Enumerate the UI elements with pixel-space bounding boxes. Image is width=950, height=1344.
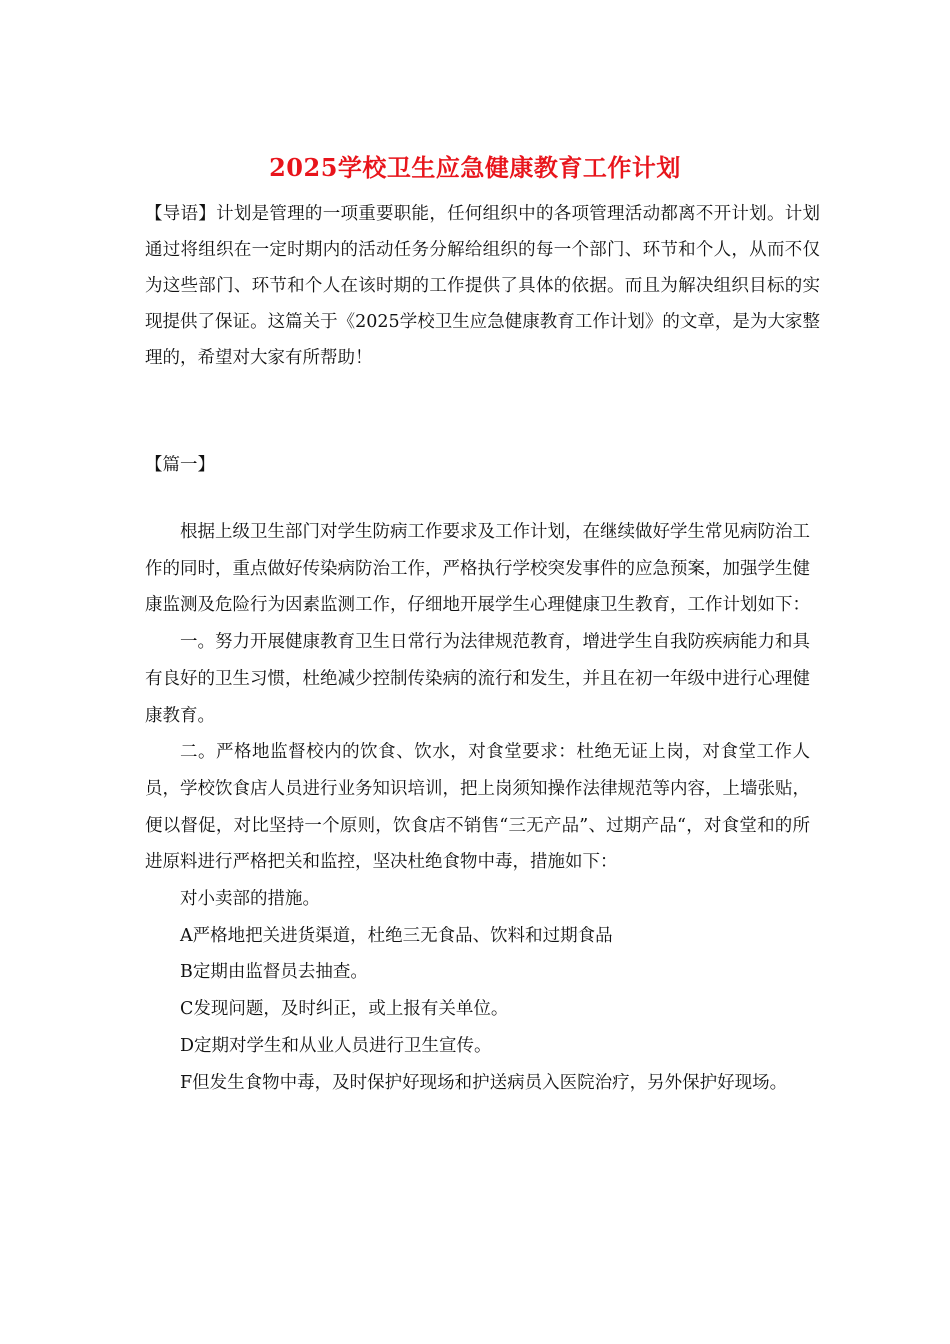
list-item: A严格地把关进货渠道，杜绝三无食品、饮料和过期食品 bbox=[180, 925, 613, 946]
section-label: 【篇一】 bbox=[145, 455, 215, 475]
body-paragraph: 二。严格地监督校内的饮食、饮水，对食堂要求：杜绝无证上岗，对食堂工作人员，学校饮食店人员进行业务知识培训，把上岗须知操作法律规范等内容，上墙张贴，便以督促，对比坚持一个原则，饮食店不销售“三无产品”、过期产品“，对食堂和的所进原料进行严格把关和监控，坚决杜绝食物中毒，措施如下： bbox=[145, 742, 810, 873]
document-title: 2025学校卫生应急健康教育工作计划 bbox=[269, 153, 681, 182]
intro-paragraph: 【导语】计划是管理的一项重要职能，任何组织中的各项管理活动都离不开计划。计划通过将组织在一定时期内的活动任务分解给组织的每一个部门、环节和个人，从而不仅为这些部门、环节和个人在该时期的工作提供了具体的依据。而且为解决组织目标的实现提供了保证。这篇关于《2025学校卫生应急健康教育工作计划》的文章，是为大家整理的，希望对大家有所帮助！ bbox=[145, 204, 820, 368]
body-paragraph: 对小卖部的措施。 bbox=[180, 889, 320, 910]
list-item: B定期由监督员去抽查。 bbox=[180, 962, 368, 983]
list-item: F但发生食物中毒，及时保护好现场和护送病员入医院治疗，另外保护好现场。 bbox=[180, 1072, 788, 1093]
body-paragraph: 根据上级卫生部门对学生防病工作要求及工作计划，在继续做好学生常见病防治工作的同时，重点做好传染病防治工作，严格执行学校突发事件的应急预案，加强学生健康监测及危险行为因素监测工作，仔细地开展学生心理健康卫生教育，工作计划如下： bbox=[145, 522, 810, 616]
list-item: D定期对学生和从业人员进行卫生宣传。 bbox=[180, 1035, 492, 1056]
list-item: C发现问题，及时纠正，或上报有关单位。 bbox=[180, 999, 509, 1020]
body-paragraph: 一。努力开展健康教育卫生日常行为法律规范教育，增进学生自我防疾病能力和具有良好的卫生习惯，杜绝减少控制传染病的流行和发生，并且在初一年级中进行心理健康教育。 bbox=[145, 632, 810, 726]
document-body bbox=[145, 514, 810, 1101]
